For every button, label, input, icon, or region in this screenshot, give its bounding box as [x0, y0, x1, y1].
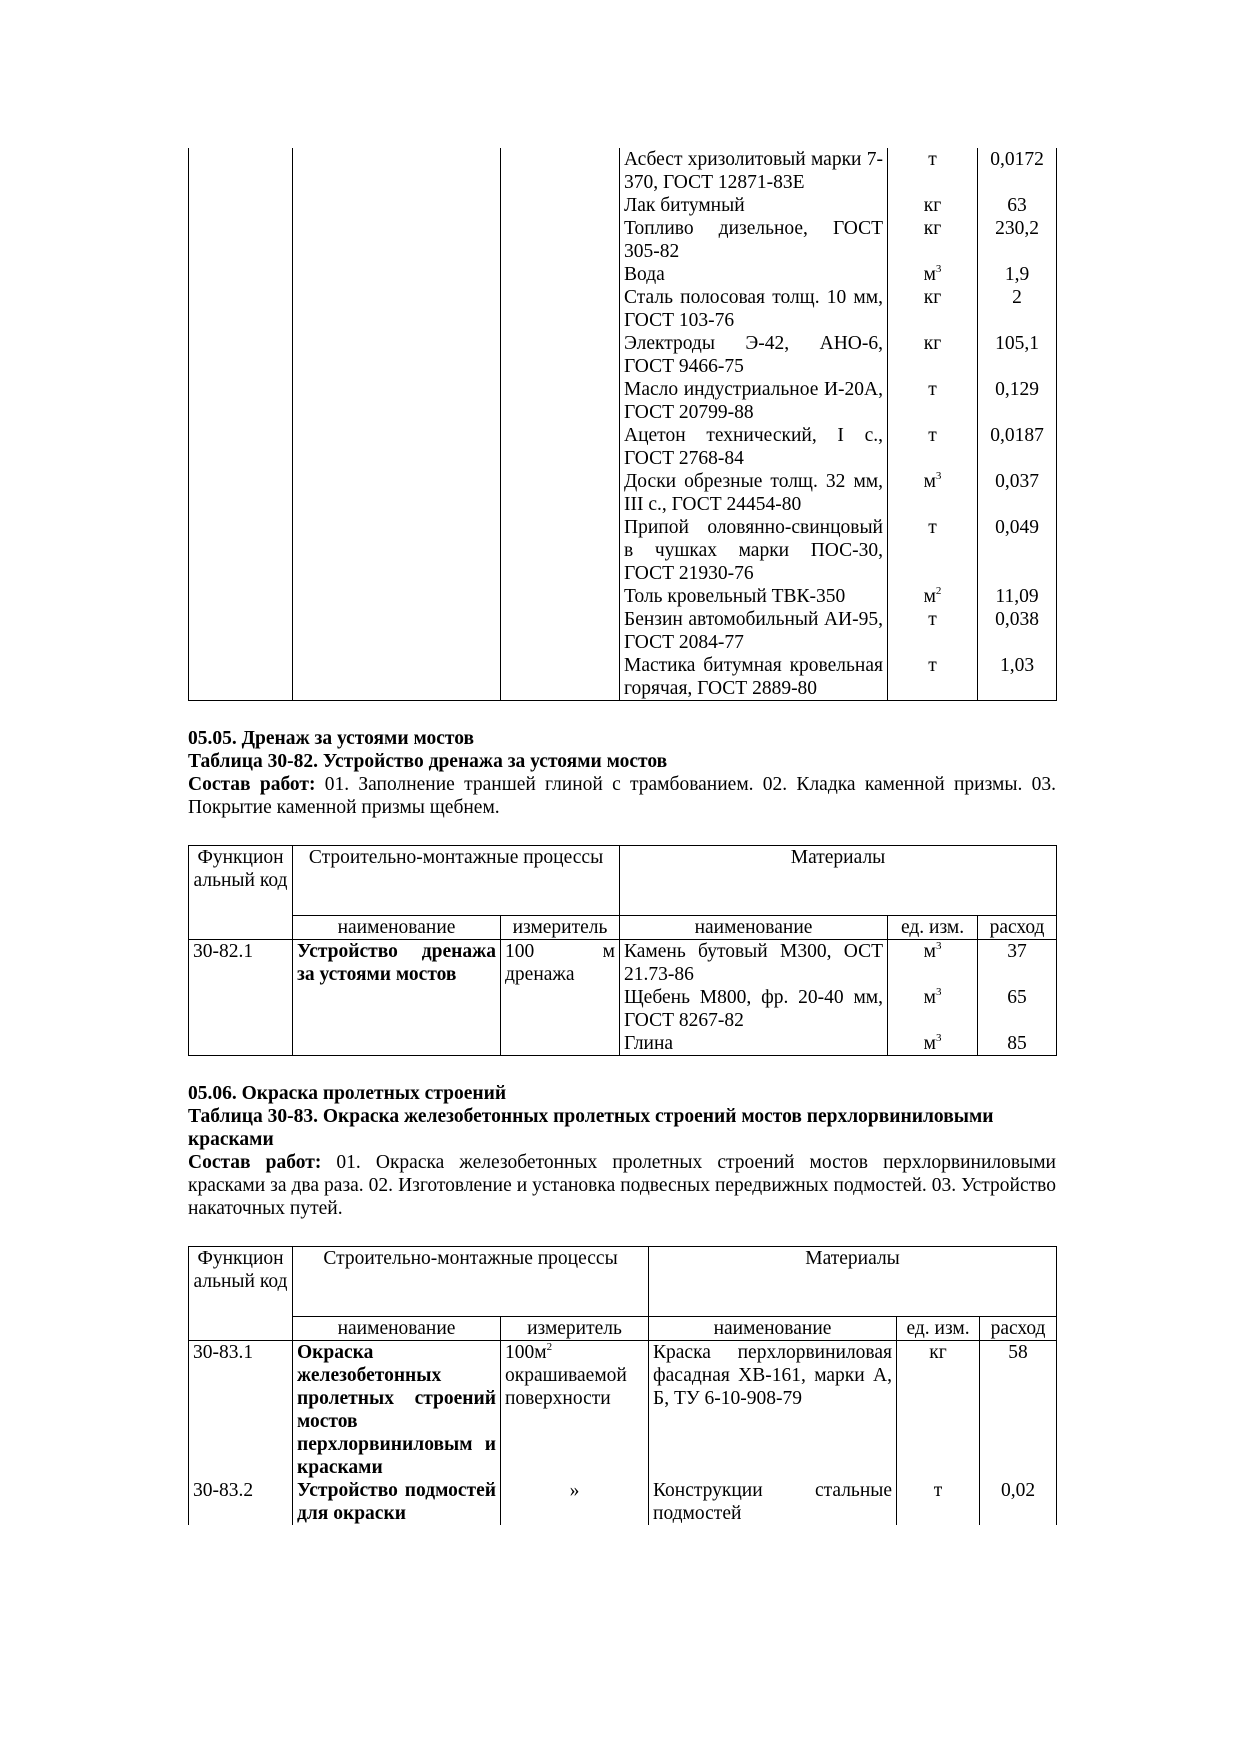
table-row [189, 516, 1057, 585]
table-row [189, 148, 1057, 194]
material-unit-cell: кг [888, 286, 978, 332]
table-row [189, 470, 1057, 516]
table-row [189, 286, 1057, 332]
process-name-cell [293, 470, 501, 516]
material-unit-cell [888, 940, 978, 987]
material-qty-cell: 0,037 [978, 470, 1057, 516]
material-name-cell: Припой оловянно-свинцовый в чушках марки ПОС-30, ГОСТ 21930-76 [620, 516, 888, 585]
header-processes: Строительно-монтажные процессы [293, 846, 620, 916]
table-row [189, 986, 1057, 1032]
process-meter-cell [501, 217, 620, 263]
code-cell [189, 516, 293, 585]
process-meter-cell [501, 286, 620, 332]
material-qty-cell: 0,0187 [978, 424, 1057, 470]
material-qty-cell: 65 [978, 986, 1057, 1032]
table-title-30-83: Таблица 30-83. Окраска железобетонных пролетных строений мостов перхлорвиниловыми красками [188, 1106, 994, 1150]
material-unit-cell-base: м [923, 264, 936, 285]
material-name-cell: Электроды Э-42, АНО-6, ГОСТ 9466-75 [620, 332, 888, 378]
material-unit-cell [888, 585, 978, 608]
material-unit-cell: кг [888, 217, 978, 263]
code-cell [189, 470, 293, 516]
code-cell [189, 263, 293, 286]
material-unit-cell: т [888, 516, 978, 585]
work-composition-30-82 [188, 773, 1056, 819]
process-name-cell [293, 194, 501, 217]
material-unit-cell: кг [897, 1341, 980, 1480]
code-cell [189, 378, 293, 424]
table-row [189, 217, 1057, 263]
process-name-cell [293, 263, 501, 286]
material-qty-cell: 0,038 [978, 608, 1057, 654]
material-unit-cell-superscript: 3 [935, 263, 942, 275]
material-unit-cell [888, 263, 978, 286]
material-unit-cell-superscript: 2 [935, 585, 942, 597]
composition-text: 01. Окраска железобетонных пролетных строений мостов перхлорвиниловыми красками за два раза. 02. Изготовление и установка подвесных передвижных подмостей. 03. Устройство накаточных путей. [188, 1152, 1056, 1219]
header-processes: Строительно-монтажные процессы [293, 1247, 649, 1317]
process-meter-cell: » [501, 1479, 649, 1525]
material-unit-cell-base: м [923, 941, 936, 962]
material-unit-cell-superscript: 3 [935, 1032, 942, 1044]
code-cell [189, 148, 293, 194]
header-material-name: наименование [620, 916, 888, 940]
header-code: Функцион альный код [189, 1247, 293, 1341]
process-name-cell [293, 332, 501, 378]
material-unit-cell [888, 470, 978, 516]
code-cell: 30-82.1 [189, 940, 293, 987]
table-row [189, 1479, 1057, 1525]
material-qty-cell: 0,129 [978, 378, 1057, 424]
document-page [188, 148, 1056, 1525]
material-qty-cell: 58 [980, 1341, 1057, 1480]
material-unit-cell-base: м [923, 471, 936, 492]
process-name-cell [293, 378, 501, 424]
process-name-cell: Устройство дренажа за устоями мостов [293, 940, 501, 987]
process-name-cell [293, 986, 501, 1032]
meter-base: 100м [505, 1342, 547, 1363]
meter-superscript: 2 [546, 1341, 553, 1353]
continued-materials-table [188, 148, 1057, 701]
meter-rest: окрашиваемой поверхности [505, 1365, 627, 1409]
material-unit-cell: т [888, 608, 978, 654]
material-qty-cell: 1,03 [978, 654, 1057, 701]
material-qty-cell: 0,02 [980, 1479, 1057, 1525]
table-row [189, 194, 1057, 217]
table-row [189, 378, 1057, 424]
material-name-cell: Вода [620, 263, 888, 286]
table-row [189, 263, 1057, 286]
material-qty-cell: 63 [978, 194, 1057, 217]
process-meter-cell [501, 263, 620, 286]
material-qty-cell: 105,1 [978, 332, 1057, 378]
code-cell [189, 194, 293, 217]
process-meter-cell [501, 332, 620, 378]
material-name-cell: Асбест хризолитовый марки 7-370, ГОСТ 12871-83Е [620, 148, 888, 194]
material-name-cell: Глина [620, 1032, 888, 1056]
material-name-cell: Камень бутовый М300, ОСТ 21.73-86 [620, 940, 888, 987]
table-row [189, 940, 1057, 987]
header-materials: Материалы [620, 846, 1057, 916]
header-material-unit: ед. изм. [897, 1317, 980, 1341]
material-qty-cell: 0,0172 [978, 148, 1057, 194]
material-name-cell: Ацетон технический, I с., ГОСТ 2768-84 [620, 424, 888, 470]
code-cell [189, 217, 293, 263]
work-composition-30-83 [188, 1151, 1056, 1220]
table-row [189, 424, 1057, 470]
process-meter-cell [501, 1032, 620, 1056]
material-qty-cell: 230,2 [978, 217, 1057, 263]
process-meter-cell [501, 1341, 649, 1480]
material-unit-cell-base: м [923, 1033, 936, 1054]
material-qty-cell: 2 [978, 286, 1057, 332]
code-cell: 30-83.1 [189, 1341, 293, 1480]
material-unit-cell: кг [888, 332, 978, 378]
material-name-cell: Конструкции стальные подмостей [649, 1479, 897, 1525]
material-unit-cell: т [888, 378, 978, 424]
table-row [189, 654, 1057, 701]
composition-text: 01. Заполнение траншей глиной с трамбованием. 02. Кладка каменной призмы. 03. Покрытие каменной призмы щебнем. [188, 774, 1056, 818]
process-name-cell: Окраска железобетонных пролетных строений мостов перхлорвиниловым и красками [293, 1341, 501, 1480]
process-meter-cell [501, 654, 620, 701]
composition-label: Состав работ: [188, 774, 316, 795]
material-unit-cell: т [888, 654, 978, 701]
material-unit-cell-superscript: 3 [935, 940, 942, 952]
process-name-cell: Устройство подмостей для окраски [293, 1479, 501, 1525]
code-cell [189, 654, 293, 701]
process-meter-cell [501, 378, 620, 424]
material-unit-cell [888, 1032, 978, 1056]
process-meter-cell [501, 516, 620, 585]
material-name-cell: Топливо дизельное, ГОСТ 305-82 [620, 217, 888, 263]
table-30-82 [188, 845, 1057, 1056]
process-name-cell [293, 424, 501, 470]
process-meter-cell [501, 585, 620, 608]
table-title-30-82: Таблица 30-82. Устройство дренажа за устоями мостов [188, 751, 668, 772]
table-row [189, 1032, 1057, 1056]
material-unit-cell-superscript: 3 [935, 470, 942, 482]
process-name-cell [293, 1032, 501, 1056]
material-unit-cell-base: м [923, 987, 936, 1008]
material-name-cell: Сталь полосовая толщ. 10 мм, ГОСТ 103-76 [620, 286, 888, 332]
material-name-cell: Масло индустриальное И-20А, ГОСТ 20799-88 [620, 378, 888, 424]
material-qty-cell: 11,09 [978, 585, 1057, 608]
code-cell: 30-83.2 [189, 1479, 293, 1525]
material-name-cell: Лак битумный [620, 194, 888, 217]
code-cell [189, 986, 293, 1032]
material-name-cell: Толь кровельный ТВК-350 [620, 585, 888, 608]
header-process-meter: измеритель [501, 916, 620, 940]
material-unit-cell: т [888, 424, 978, 470]
material-qty-cell: 85 [978, 1032, 1057, 1056]
header-material-qty: расход [978, 916, 1057, 940]
table-row [189, 1341, 1057, 1480]
material-qty-cell: 37 [978, 940, 1057, 987]
material-name-cell: Мастика битумная кровельная горячая, ГОСТ 2889-80 [620, 654, 888, 701]
process-meter-cell [501, 148, 620, 194]
header-process-name: наименование [293, 916, 501, 940]
code-cell [189, 585, 293, 608]
material-name-cell: Доски обрезные толщ. 32 мм, III с., ГОСТ 24454-80 [620, 470, 888, 516]
section-title-drainage: 05.05. Дренаж за устоями мостов [188, 728, 474, 749]
process-meter-cell: 100 м дренажа [501, 940, 620, 987]
material-name-cell: Бензин автомобильный АИ-95, ГОСТ 2084-77 [620, 608, 888, 654]
code-cell [189, 286, 293, 332]
material-unit-cell: т [888, 148, 978, 194]
process-name-cell [293, 654, 501, 701]
code-cell [189, 424, 293, 470]
code-cell [189, 608, 293, 654]
material-unit-cell-base: м [923, 586, 936, 607]
header-process-meter: измеритель [501, 1317, 649, 1341]
process-name-cell [293, 148, 501, 194]
header-materials: Материалы [649, 1247, 1057, 1317]
process-name-cell [293, 585, 501, 608]
code-cell [189, 332, 293, 378]
code-cell [189, 1032, 293, 1056]
table-row [189, 585, 1057, 608]
process-meter-cell [501, 424, 620, 470]
header-material-qty: расход [980, 1317, 1057, 1341]
material-unit-cell: т [897, 1479, 980, 1525]
material-unit-cell: кг [888, 194, 978, 217]
material-unit-cell-superscript: 3 [935, 986, 942, 998]
process-meter-cell [501, 608, 620, 654]
material-qty-cell: 1,9 [978, 263, 1057, 286]
process-meter-cell [501, 194, 620, 217]
process-name-cell [293, 217, 501, 263]
material-name-cell: Краска перхлорвиниловая фасадная ХВ-161, марки А, Б, ТУ 6-10-908-79 [649, 1341, 897, 1480]
table-row [189, 608, 1057, 654]
header-material-name: наименование [649, 1317, 897, 1341]
header-code: Функцион альный код [189, 846, 293, 940]
header-process-name: наименование [293, 1317, 501, 1341]
process-name-cell [293, 286, 501, 332]
table-row [189, 332, 1057, 378]
process-name-cell [293, 608, 501, 654]
material-unit-cell [888, 986, 978, 1032]
process-name-cell [293, 516, 501, 585]
section-title-painting: 05.06. Окраска пролетных строений [188, 1083, 507, 1104]
material-qty-cell: 0,049 [978, 516, 1057, 585]
process-meter-cell [501, 470, 620, 516]
composition-label: Состав работ: [188, 1152, 322, 1173]
process-meter-cell [501, 986, 620, 1032]
material-name-cell: Щебень М800, фр. 20-40 мм, ГОСТ 8267-82 [620, 986, 888, 1032]
header-material-unit: ед. изм. [888, 916, 978, 940]
table-30-83 [188, 1246, 1057, 1525]
